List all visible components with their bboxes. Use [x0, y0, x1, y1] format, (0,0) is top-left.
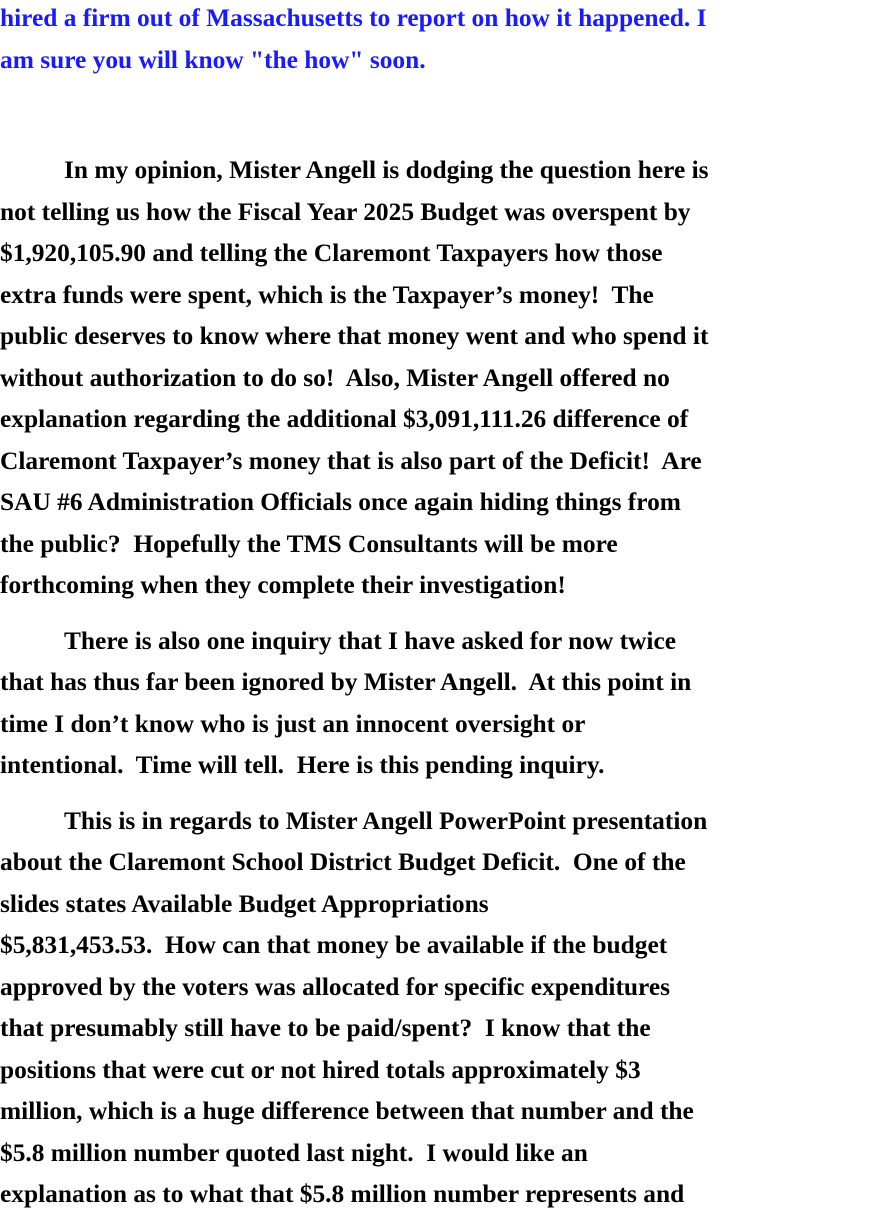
paragraph-line: time I don’t know who is just an innocent oversight or — [0, 709, 586, 738]
paragraph-line: $5.8 million number quoted last night. I would like an — [0, 1138, 588, 1167]
paragraph-line: not telling us how the Fiscal Year 2025 Budget was overspent by — [0, 197, 691, 226]
paragraph-line: $5,831,453.53. How can that money be available if the budget — [0, 931, 668, 959]
paragraph-powerpoint-inquiry — [0, 801, 880, 1216]
paragraph-line: positions that were cut or not hired totals approximately $3 — [0, 1055, 641, 1084]
paragraph-line: million, which is a huge difference between that number and the — [0, 1097, 694, 1125]
paragraph-line: explanation as to what that $5.8 million number represents and — [0, 1180, 685, 1208]
paragraph-line: that presumably still have to be paid/spent? I know that the — [0, 1014, 651, 1042]
paragraph-line: explanation regarding the additional $3,091,111.26 difference of — [0, 405, 689, 433]
paragraph-line: extra funds were spent, which is the Taxpayer’s money! The — [0, 280, 654, 309]
paragraph-line: intentional. Time will tell. Here is this pending inquiry. — [0, 751, 605, 779]
paragraph-line: There is also one inquiry that I have asked for now twice — [64, 626, 676, 655]
paragraph-spacer — [0, 607, 880, 621]
paragraph-line: slides states Available Budget Appropriations — [0, 889, 489, 918]
paragraph-line: In my opinion, Mister Angell is dodging the question here is — [64, 156, 709, 184]
quote-line: hired a firm out of Massachusetts to report on how it happened. I — [0, 4, 707, 32]
paragraph-spacer — [0, 81, 880, 150]
paragraph-line: that has thus far been ignored by Mister Angell. At this point in — [0, 668, 692, 696]
paragraph-line: without authorization to do so! Also, Mister Angell offered no — [0, 363, 670, 392]
paragraph-deficit-opinion — [0, 150, 880, 607]
paragraph-line: about the Claremont School District Budget Deficit. One of the — [0, 848, 686, 876]
quoted-reply-text — [0, 0, 880, 81]
paragraph-line: the public? Hopefully the TMS Consultants will be more — [0, 529, 618, 558]
paragraph-line: public deserves to know where that money went and who spend it — [0, 322, 709, 350]
paragraph-line: This is in regards to Mister Angell PowerPoint presentation — [64, 806, 708, 835]
paragraph-line: Claremont Taxpayer’s money that is also part of the Deficit! Are — [0, 446, 702, 475]
quote-line: am sure you will know "the how" soon. — [0, 45, 426, 74]
paragraph-line: approved by the voters was allocated for specific expenditures — [0, 972, 670, 1001]
paragraph-line: SAU #6 Administration Officials once again hiding things from — [0, 488, 681, 516]
paragraph-line: $1,920,105.90 and telling the Claremont Taxpayers how those — [0, 239, 663, 267]
paragraph-pending-inquiry-intro — [0, 621, 880, 787]
paragraph-spacer — [0, 787, 880, 801]
paragraph-line: forthcoming when they complete their investigation! — [0, 571, 566, 599]
